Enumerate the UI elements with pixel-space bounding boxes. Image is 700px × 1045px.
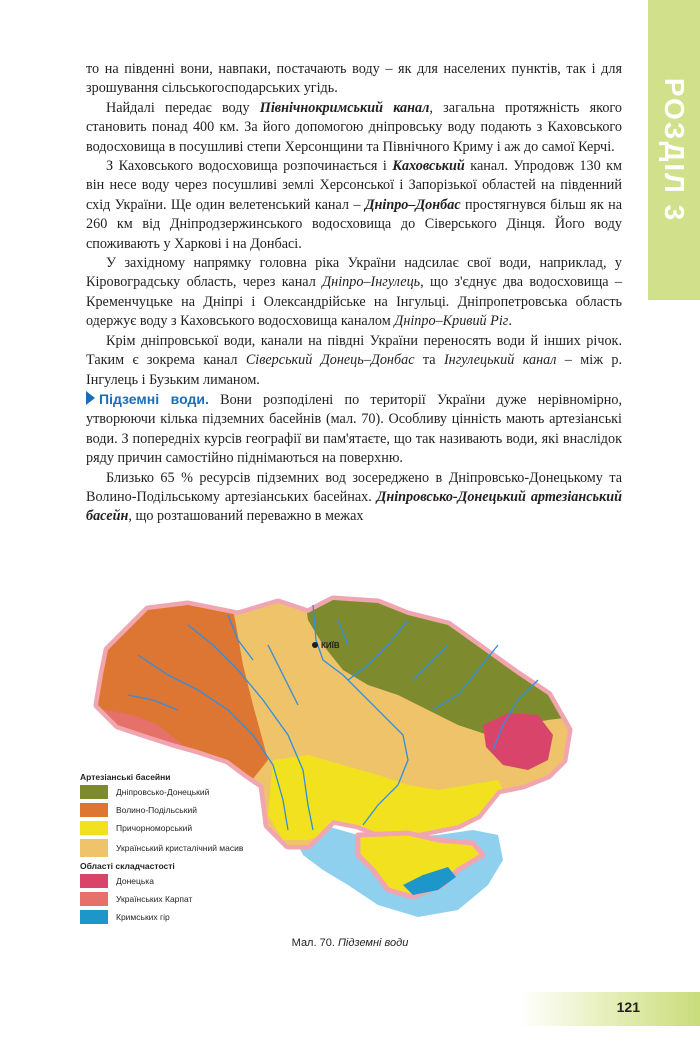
legend-item-ukr-shield <box>80 839 250 857</box>
body-text <box>86 60 622 527</box>
legend-label: Українських Карпат <box>116 894 193 904</box>
legend-item-crimean <box>80 910 250 924</box>
chapter-label: РОЗДІЛ 3 <box>659 77 690 223</box>
p5-text-e: – між р. Інгулець і Бузьким лиманом. <box>86 352 623 388</box>
paragraph-2 <box>86 99 622 157</box>
legend-item-prychornomorsky <box>80 821 250 835</box>
legend-item-carpathian <box>80 892 250 906</box>
p2-text-a: Найдалі передає воду <box>106 99 260 116</box>
legend-label: Кримських гір <box>116 912 170 922</box>
paragraph-6 <box>86 390 622 469</box>
p3-term-kakhovsky: Каховський <box>392 158 465 175</box>
legend-swatch <box>80 892 108 906</box>
p2-term-north-crimean-canal: Північнокримський канал <box>259 99 430 116</box>
p4-text-c: , що з'єднує два водосховища – Кременчуцьке на Дніпрі і Олександрійське на Інгульці. Дніпропетровська область одержує воду з Каховського водосховища каналом <box>86 274 622 330</box>
figure-caption <box>0 937 700 949</box>
p7-text-a: Близько 65 % ресурсів підземних вод зосереджено в Дніпровсько-Донецькому та Волино-Подільському артезіанських басейнах. <box>86 469 622 505</box>
chapter-side-tab <box>648 0 700 300</box>
p3-term-dnipro-donbas: Дніпро–Донбас <box>364 196 461 213</box>
legend-swatch <box>80 821 108 835</box>
legend-heading-artesian: Артезіанські басейни <box>80 772 171 782</box>
legend-label: Дніпровсько-Донецький <box>116 787 210 797</box>
legend-label: Український кристалічний масив <box>116 843 244 853</box>
p4-text-e: . <box>508 313 512 330</box>
p3-text-e: простягнувся більш як на 260 км від Дніпродзержинського водосховища до Сіверського Дінця. Його воду споживають у Харкові і на Донбасі. <box>86 196 622 252</box>
caption-title: Підземні води <box>337 937 409 949</box>
p2-text-c: , загальна протяжність якого становить понад 400 км. За його допомогою дніпровську воду подають з Каховського водосховища в посушливі степи Херсонщини та Північного Криму і аж до самої Керчі. <box>86 99 622 155</box>
legend-swatch <box>80 839 108 857</box>
legend-swatch <box>80 910 108 924</box>
p5-text-a: Крім дніпровської води, канали на півдні України переносять води й інших річок. Таким є зокрема канал <box>86 332 622 369</box>
paragraph-4 <box>86 254 622 332</box>
p4-text-a: У західному напрямку головна ріка України надсилає свої води, наприклад, у Кіровоградську область, через канал <box>86 255 622 291</box>
p5-text-c: та <box>414 352 444 369</box>
section-marker-icon <box>86 391 95 405</box>
p7-term-dnipro-donetsk-basin: Дніпровсько-Донецький артезіанський басейн <box>86 488 622 525</box>
legend-swatch <box>80 785 108 799</box>
legend-label: Донецька <box>116 876 154 886</box>
p5-term-siverskyi-donets-donbas: Сіверський Донець–Донбас <box>245 352 415 369</box>
map-legend <box>80 772 250 928</box>
p4-term-dnipro-inhulets: Дніпро–Інгулець <box>322 274 421 291</box>
paragraph-3 <box>86 157 622 254</box>
legend-item-donetsk <box>80 874 250 888</box>
kyiv-marker <box>312 642 318 648</box>
p4-term-dnipro-kryvyi-rih: Дніпро–Кривий Ріг <box>394 313 509 330</box>
legend-heading-folded: Області складчастості <box>80 861 175 871</box>
section-title: Підземні води. <box>99 390 209 407</box>
paragraph-1: то на південні вони, навпаки, постачають воду – як для населених пунктів, так і для зрошування сільськогосподарських угідь. <box>86 61 622 97</box>
legend-item-dnipro-donetsk <box>80 785 250 799</box>
legend-swatch <box>80 803 108 817</box>
p7-text-c: , що розташований переважно в межах <box>128 508 364 525</box>
p5-term-inhuletsky-canal: Інгулецький канал <box>443 352 557 369</box>
page-number: 121 <box>616 999 640 1015</box>
paragraph-7 <box>86 469 622 527</box>
p6-text: Вони розподілені по території України дуже нерівномірно, утворюючи кілька підземних басейнів (мал. 70). Особливу цінність мають артезіанські води. З попередніх курсів географії ви пам'ятаєте, що так називають води, які внаслідок ряду причин самостійно піднімаються на поверхню. <box>86 391 622 467</box>
legend-label: Волино-Подільський <box>116 805 197 815</box>
p3-text-c: канал. Упродовж 130 км він несе воду через посушливі землі Херсонської і Запорізької областей на південний схід України. Ще один велетенський канал – <box>86 158 622 213</box>
kyiv-label: КИЇВ <box>321 641 340 650</box>
paragraph-5 <box>86 332 622 390</box>
legend-label: Причорноморський <box>116 823 193 833</box>
page-number-band <box>520 992 700 1026</box>
p3-text-a: З Каховського водосховища розпочинається і <box>106 158 393 175</box>
legend-item-volyn-podilsky <box>80 803 250 817</box>
caption-prefix: Мал. 70. <box>291 937 338 949</box>
legend-swatch <box>80 874 108 888</box>
